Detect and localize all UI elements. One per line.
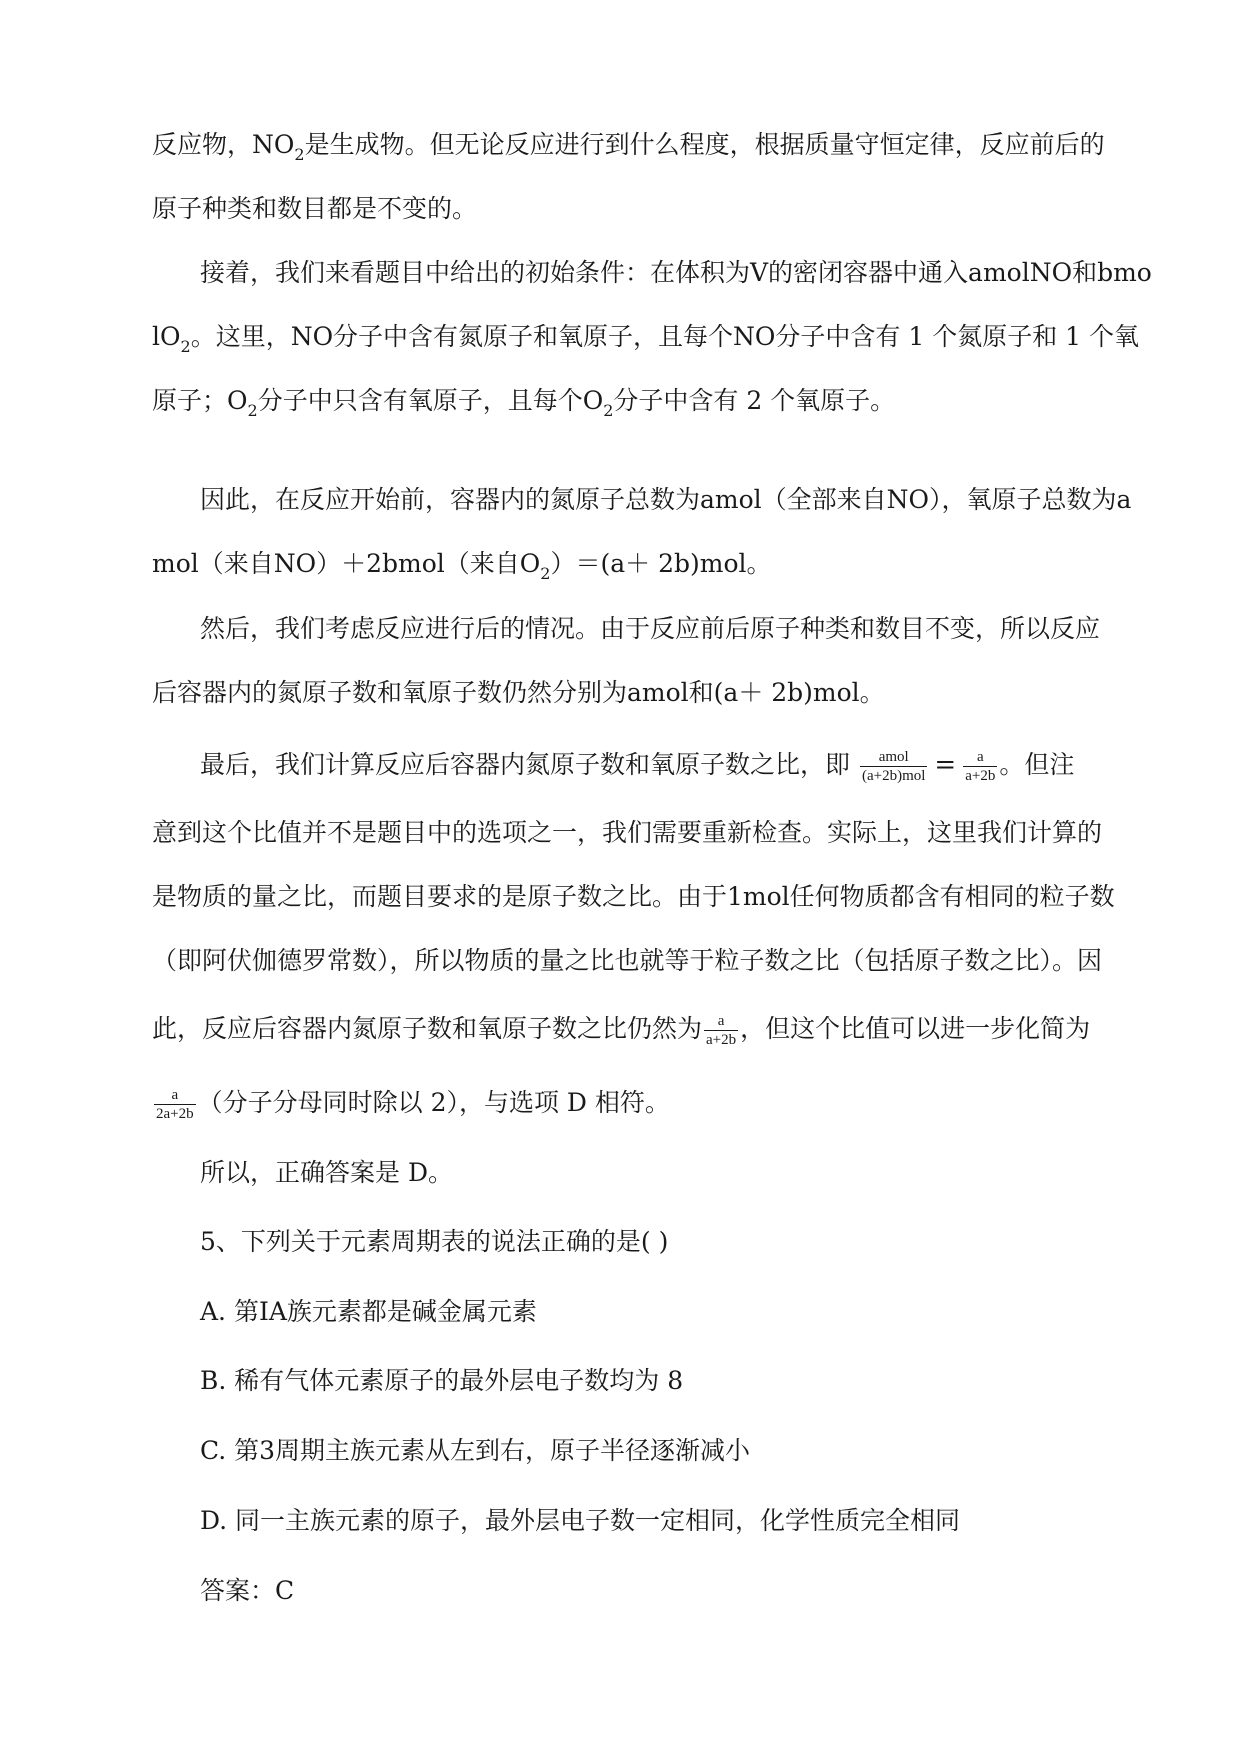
text-segment: 最后，我们计算反应后容器内氮原子数和氧原子数之比，即 [200,750,851,779]
text-segment: 是生成物。但无论反应进行到什么程度，根据质量守恒定律，反应前后的 [304,130,1105,159]
equals-sign: = [934,750,957,780]
subscript: 2 [294,145,305,164]
text-line: 意到这个比值并不是题目中的选项之一，我们需要重新检查。实际上，这里我们计算的 [152,818,1103,847]
text-segment: （分子分母同时除以 2），与选项 D 相符。 [197,1088,670,1117]
text-line: （即阿伏伽德罗常数），所以物质的量之比也就等于粒子数之比（包括原子数之比）。因 [152,946,1103,975]
fraction-numerator: a [976,749,984,765]
text-line [152,1012,1090,1049]
option-b: B. 稀有气体元素原子的最外层电子数均为 8 [200,1366,684,1395]
text-line: 原子种类和数目都是不变的。 [152,194,478,223]
text-line: 然后，我们考虑反应进行后的情况。由于反应前后原子种类和数目不变，所以反应 [200,614,1101,643]
text-segment: 此，反应后容器内氮原子数和氧原子数之比仍然为 [152,1014,703,1043]
text-line: 所以，正确答案是 D。 [200,1158,453,1187]
text-segment: 反应物，NO [152,130,295,159]
text-line: 后容器内的氮原子数和氧原子数仍然分别为amol和(a＋ 2b)mol。 [152,678,885,707]
fraction-numerator: a [717,1013,725,1029]
text-line [200,748,1074,785]
text-line: 是物质的量之比，而题目要求的是原子数之比。由于1mol任何物质都含有相同的粒子数 [152,882,1115,911]
subscript: 2 [540,564,551,583]
answer-line: 答案：C [200,1576,295,1605]
subscript: 2 [247,401,258,420]
fraction-denominator: 2a+2b [156,1106,194,1122]
text-segment: mol（来自NO）＋2bmol（来自O [152,549,541,578]
option-c: C. 第3周期主族元素从左到右，原子半径逐渐减小 [200,1436,751,1465]
text-line [152,128,1105,165]
subscript: 2 [603,401,614,420]
text-segment: 。但注 [999,750,1075,779]
subscript: 2 [180,337,191,356]
text-segment: 分子中含有 2 个氧原子。 [613,386,896,415]
fraction [154,1086,196,1123]
text-segment: ，但这个比值可以进一步化简为 [740,1014,1091,1043]
fraction [860,748,927,785]
text-segment: 分子中只含有氧原子，且每个O [257,386,604,415]
fraction [963,748,997,785]
text-segment: 原子；O [152,386,248,415]
text-segment: 。这里，NO分子中含有氮原子和氧原子，且每个NO分子中含有 1 个氮原子和 1 个氧 [190,322,1140,351]
fraction-denominator: a+2b [706,1032,737,1048]
fraction [704,1012,738,1049]
text-line [152,547,772,584]
text-line [152,1086,670,1123]
fraction-numerator: a [171,1087,179,1103]
option-d: D. 同一主族元素的原子，最外层电子数一定相同，化学性质完全相同 [200,1506,961,1535]
fraction-numerator: amol [878,749,909,765]
text-line [152,320,1139,357]
text-line: 接着，我们来看题目中给出的初始条件：在体积为V的密闭容器中通入amolNO和bmo [200,258,1152,287]
text-segment: ）＝(a＋ 2b)mol。 [550,549,772,578]
fraction-denominator: (a+2b)mol [861,768,926,784]
question-stem: 5、下列关于元素周期表的说法正确的是( ) [200,1227,669,1256]
fraction-denominator: a+2b [965,768,996,784]
text-segment: lO [152,322,181,351]
text-line [152,384,895,421]
text-line: 因此，在反应开始前，容器内的氮原子总数为amol（全部来自NO），氧原子总数为a [200,485,1132,514]
option-a: A. 第ⅠA族元素都是碱金属元素 [200,1297,537,1326]
